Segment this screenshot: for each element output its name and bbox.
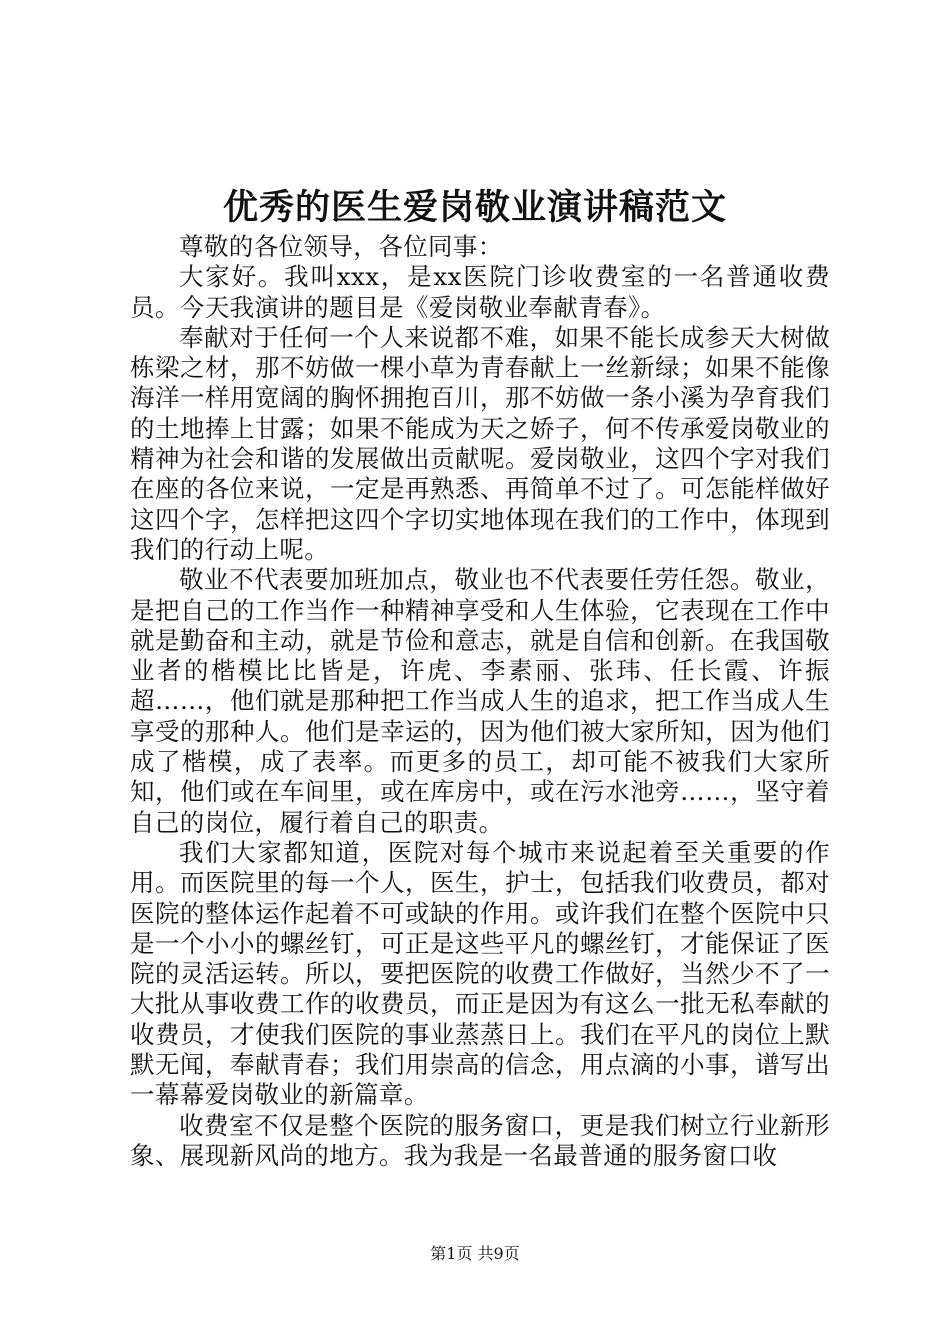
dedication-paragraph: 奉献对于任何一个人来说都不难，如果不能长成参天大树做栋梁之材，那不妨做一棵小草为青春献上一丝新绿；如果不能像海洋一样用宽阔的胸怀拥抱百川，那不妨做一条小溪为孕育我们的土地捧上甘露；如果不能成为天之娇子，何不传承爱岗敬业的精神为社会和谐的发展做出贡献呢。爱岗敬业，这四个字对我们在座的各位来说，一定是再熟悉、再简单不过了。可怎能样做好这四个字，怎样把这四个字切实地体现在我们的工作中，体现到我们的行动上呢。 <box>130 322 830 564</box>
document-body <box>130 232 830 1171</box>
page-number-footer: 第1页 共9页 <box>430 1244 520 1263</box>
document-title: 优秀的医生爱岗敬业演讲稿范文 <box>222 187 727 228</box>
salutation-paragraph: 尊敬的各位领导，各位同事： <box>179 232 503 261</box>
professionalism-paragraph: 敬业不代表要加班加点，敬业也不代表要任劳任怨。敬业，是把自己的工作当作一种精神享受和人生体验，它表现在工作中就是勤奋和主动，就是节俭和意志，就是自信和创新。在我国敬业者的楷模比比皆是，许虎、李素丽、张玮、任长霞、许振超……，他们就是那种把工作当成人生的追求，把工作当成人生享受的那种人。他们是幸运的，因为他们被大家所知，因为他们成了楷模，成了表率。而更多的员工，却可能不被我们大家所知，他们或在车间里，或在库房中，或在污水池旁……，坚守着自己的岗位，履行着自己的职责。 <box>130 565 830 837</box>
hospital-role-paragraph: 我们大家都知道，医院对每个城市来说起着至关重要的作用。而医院里的每一个人，医生，护士，包括我们收费员，都对医院的整体运作起着不可或缺的作用。或许我们在整个医院中只是一个小小的螺丝钉，可正是这些平凡的螺丝钉，才能保证了医院的灵活运转。所以，要把医院的收费工作做好，当然少不了一大批从事收费工作的收费员，而正是因为有这么一批无私奉献的收费员，才使我们医院的事业蒸蒸日上。我们在平凡的岗位上默默无闻，奉献青春；我们用崇高的信念，用点滴的小事，谱写出一幕幕爱岗敬业的新篇章。 <box>130 837 830 1110</box>
introduction-paragraph: 大家好。我叫xxx，是xx医院门诊收费室的一名普通收费员。今天我演讲的题目是《爱岗敬业奉献青春》。 <box>130 262 830 322</box>
service-window-paragraph: 收费室不仅是整个医院的服务窗口，更是我们树立行业新形象、展现新风尚的地方。我为我是一名最普通的服务窗口收 <box>130 1110 830 1170</box>
